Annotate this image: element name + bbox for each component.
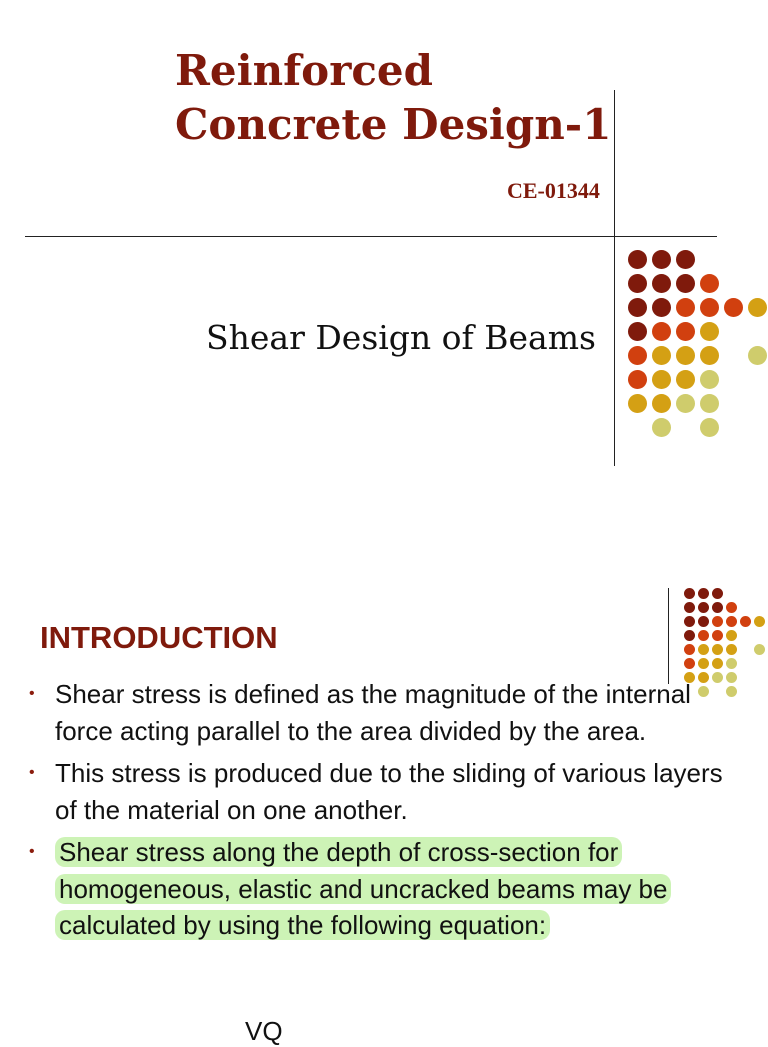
bullet-text: This stress is produced due to the sliding of various layers of the material on one another. [55,758,723,825]
section-heading: INTRODUCTION [40,620,278,655]
course-code: CE-01344 [507,178,600,203]
equation-partial: VQ [245,1016,283,1046]
decorative-dot [748,346,767,365]
decorative-dot [628,274,647,293]
decorative-dot [652,346,671,365]
bullet-icon: • [29,843,35,860]
decorative-dot [684,588,695,599]
decorative-dot [748,298,767,317]
decorative-dot [676,346,695,365]
bullet-text: Shear stress is defined as the magnitude of the internal force acting parallel to the area divided by the area. [55,679,691,746]
decorative-dot [628,322,647,341]
decorative-dot [684,630,695,641]
decorative-dot [700,370,719,389]
bullet-icon: • [29,685,35,702]
decorative-dot [700,418,719,437]
decorative-dot [712,602,723,613]
decorative-dot [698,602,709,613]
decorative-dot [754,616,765,627]
decorative-dot [676,394,695,413]
title-line-1: Reinforced [175,46,433,95]
decorative-dot [676,298,695,317]
bullet-list [28,676,728,950]
decorative-dot [698,658,709,669]
decorative-dot [628,298,647,317]
decorative-dot [726,602,737,613]
decorative-dot [726,658,737,669]
decorative-dot [698,616,709,627]
decorative-dot [698,630,709,641]
vertical-divider-small [668,588,669,684]
bullet-item [28,676,728,749]
decorative-dot [652,418,671,437]
decorative-dot [754,644,765,655]
decorative-dot [684,616,695,627]
decorative-dot [652,370,671,389]
title-slide [0,0,768,512]
decorative-dot [726,644,737,655]
slide-title [175,44,611,152]
decorative-dot [740,616,751,627]
decorative-dot [698,644,709,655]
introduction-slide [0,512,768,1046]
decorative-dot [676,250,695,269]
decorative-dot [684,644,695,655]
decorative-dot [700,394,719,413]
decorative-dot [726,616,737,627]
bullet-item [28,755,728,828]
decorative-dot [652,274,671,293]
decorative-dot [628,250,647,269]
decorative-dot [676,274,695,293]
decorative-dot [652,322,671,341]
decorative-dot [628,394,647,413]
bullet-text-highlighted: Shear stress along the depth of cross-section for homogeneous, elastic and uncracked beams may be calculated by using the following equation: [55,837,671,940]
decorative-dot [700,322,719,341]
decorative-dot [712,616,723,627]
bullet-item [28,834,728,944]
bullet-icon: • [29,764,35,781]
title-line-2: Concrete Design-1 [175,100,612,149]
decorative-dot [712,644,723,655]
decorative-dot [628,370,647,389]
decorative-dot [700,346,719,365]
decorative-dot [676,322,695,341]
decorative-dot [726,630,737,641]
slide-subtitle: Shear Design of Beams [206,318,596,357]
decorative-dot [700,274,719,293]
decorative-dot [700,298,719,317]
decorative-dot [652,298,671,317]
decorative-dot [698,588,709,599]
decorative-dot [712,630,723,641]
decorative-dot [684,658,695,669]
decorative-dot [684,602,695,613]
decorative-dot [712,658,723,669]
decorative-dot [652,394,671,413]
decorative-dot [628,346,647,365]
decorative-dot [676,370,695,389]
decorative-dot [724,298,743,317]
decorative-dot [652,250,671,269]
decorative-dot [712,588,723,599]
vertical-divider [614,90,615,466]
